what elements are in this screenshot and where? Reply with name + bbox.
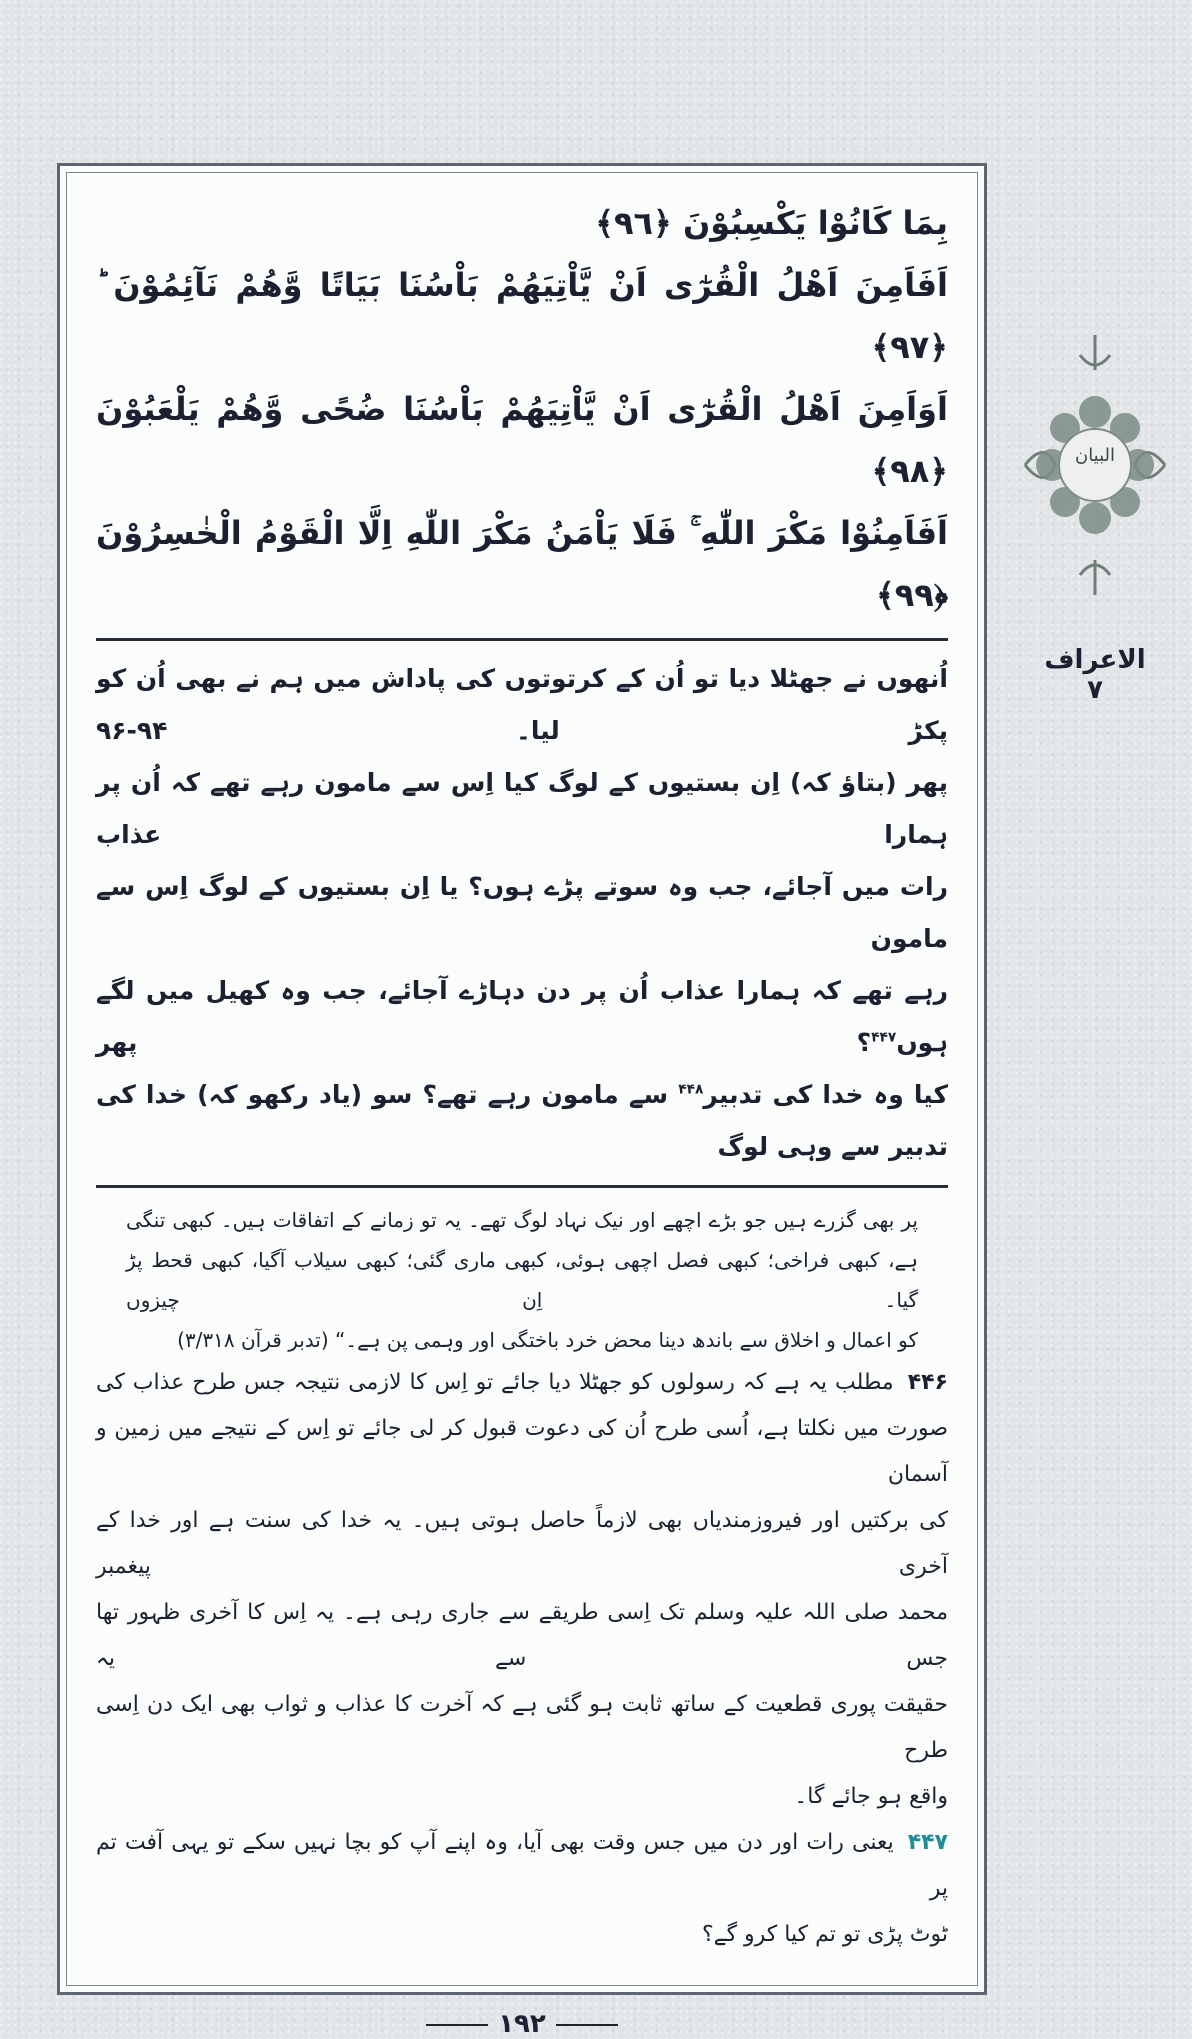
page-number [57, 2009, 987, 2039]
footnote-ref-447[interactable]: ۴۴۷ [871, 1029, 897, 1046]
footnote-text: مطلب یہ ہے کہ رسولوں کو جھٹلا دیا جائے تو اِس کا لازمی نتیجہ جس طرح عذاب کی [96, 1370, 894, 1395]
footnote-447-line: ٹوٹ پڑی تو تم کیا کرو گے؟ [702, 1922, 948, 1947]
verse-97: اَفَاَمِنَ اَهْلُ الْقُرٰٓى اَنْ يَّاْتِيَهُمْ بَاْسُنَا بَيَاتًا وَّهُمْ نَآئِمُوْنَ ؕ ﴿٩٧﴾ [96, 266, 948, 366]
footnote-446-line: صورت میں نکلتا ہے، اُسی طرح اُن کی دعوت قبول کر لی جائے تو اِس کے نتیجے میں زمین و آسمان [96, 1416, 948, 1487]
verse-96: بِمَا كَانُوْا يَكْسِبُوْنَ ﴿٩٦﴾ [595, 204, 948, 242]
separator-verses [96, 638, 948, 641]
footnote-quote-line: پر بھی گزرے ہیں جو بڑے اچھے اور نیک نہاد لوگ تھے۔ یہ تو زمانے کے اتفاقات ہیں۔ کبھی تنگی [126, 1208, 918, 1232]
page-number-dash [426, 2024, 488, 2026]
translation-line: اُنھوں نے جھٹلا دیا تو اُن کے کرتوتوں کی پاداش میں ہم نے بھی اُن کو پکڑ لیا۔ ۹۴-۹۶ [96, 664, 948, 745]
translation-text: ؟ پھر [96, 1028, 872, 1057]
surah-name: الاعراف [1044, 645, 1146, 675]
translation-line [96, 965, 948, 1069]
footnote-ref-448[interactable]: ۴۴۸ [678, 1081, 704, 1098]
surah-marker [1040, 645, 1150, 705]
footnote-446-line [96, 1360, 948, 1406]
translation-text: سے مامون رہے تھے؟ سو (یاد رکھو کہ) خدا کی تدبیر سے وہی لوگ [96, 1080, 948, 1161]
verse-98: اَوَاَمِنَ اَهْلُ الْقُرٰٓى اَنْ يَّاْتِيَهُمْ بَاْسُنَا ضُحًى وَّهُمْ يَلْعَبُوْنَ ﴿٩٨﴾ [96, 390, 948, 490]
translation-line: رات میں آجائے، جب وہ سوتے پڑے ہوں؟ یا اِن بستیوں کے لوگ اِس سے مامون [96, 872, 948, 953]
page-number-dash [556, 2024, 618, 2026]
footnote-quote-line: ہے، کبھی فراخی؛ کبھی فصل اچھی ہوئی، کبھی ماری گئی؛ کبھی سیلاب آگیا، کبھی قحط پڑ گیا۔ اِن چیزوں [126, 1248, 918, 1312]
page-number-text: ۱۹۲ [498, 2009, 546, 2039]
footnote-446-line: حقیقت پوری قطعیت کے ساتھ ثابت ہو گئی ہے کہ آخرت کا عذاب و ثواب بھی ایک دن اِسی طرح [96, 1692, 948, 1763]
verse-99: اَفَاَمِنُوْا مَكْرَ اللّٰهِ ۚ فَلَا يَاْمَنُ مَكْرَ اللّٰهِ اِلَّا الْقَوْمُ الْخٰسِرُوْنَ ﴿٩٩﴾ [96, 514, 948, 614]
page [57, 163, 987, 2039]
footnote-marker-447: ۴۴۷ [907, 1830, 948, 1855]
surah-number: ۷ [1087, 675, 1103, 705]
footnote-446-line: محمد صلی اللہ علیہ وسلم تک اِسی طریقے سے جاری رہی ہے۔ یہ اِس کا آخری ظہور تھا جس سے یہ [96, 1600, 948, 1671]
footnote-marker-446: ۴۴۶ [907, 1370, 948, 1395]
footnote-447-line [96, 1820, 948, 1912]
separator-footnotes [96, 1185, 948, 1188]
translation-text: کیا وہ خدا کی تدبیر [703, 1080, 948, 1109]
footnote-text: یعنی رات اور دن میں جس وقت بھی آیا، وہ اپنے آپ کو بچا نہیں سکے تو یہی آفت تم پر [96, 1830, 948, 1901]
footnote-quote-line: کو اعمال و اخلاق سے باندھ دینا محض خرد باختگی اور وہمی پن ہے۔“ (تدبر قرآن ۳/۳۱۸) [177, 1328, 918, 1352]
translation-text: رہے تھے کہ ہمارا عذاب اُن پر دن دہاڑے آجائے، جب وہ کھیل میں لگے ہوں [96, 976, 948, 1057]
page-frame [57, 163, 987, 1995]
footnote-446-line: کی برکتیں اور فیروزمندیاں بھی لازماً حاصل ہوتی ہیں۔ یہ خدا کی سنت ہے اور خدا کے آخری پیغمبر [96, 1508, 948, 1579]
translation-line [96, 1069, 948, 1173]
translation-line: پھر (بتاؤ کہ) اِن بستیوں کے لوگ کیا اِس سے مامون رہے تھے کہ اُن پر ہمارا عذاب [96, 768, 948, 849]
footnote-446-line: واقع ہو جائے گا۔ [794, 1784, 948, 1809]
ornament-label: البیان [1074, 445, 1116, 466]
